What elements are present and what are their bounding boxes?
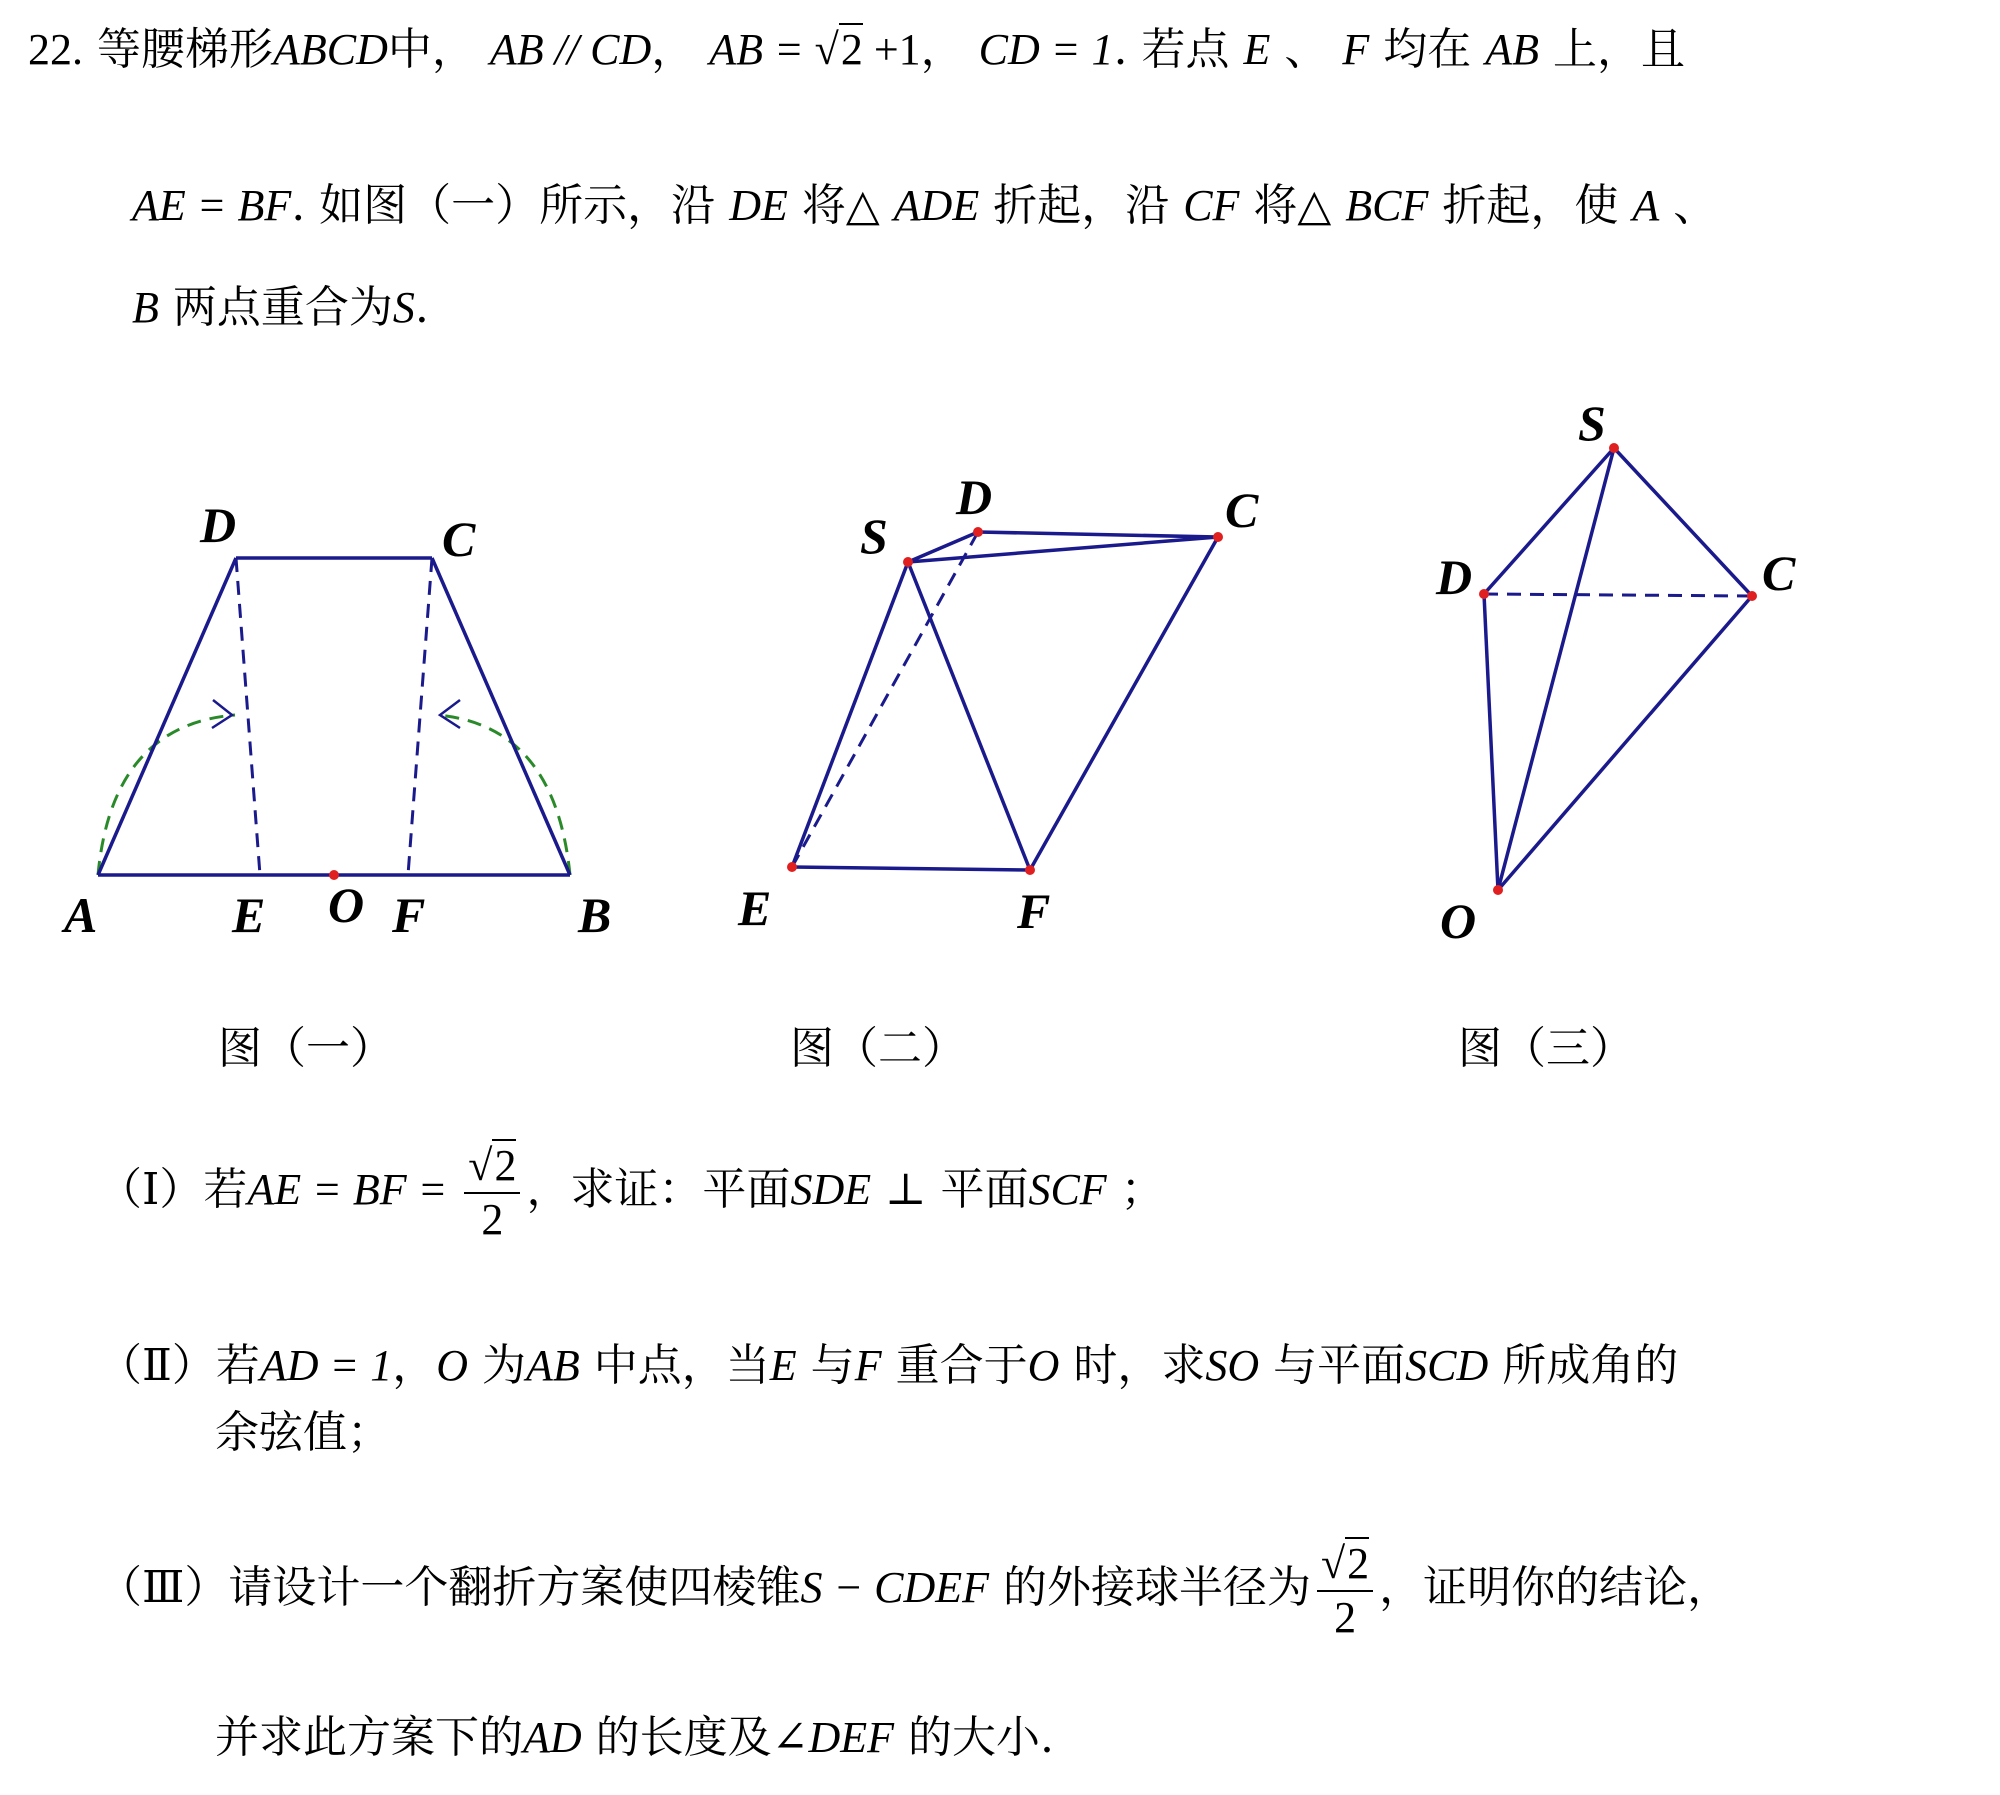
part-2-line-2: 余弦值； <box>215 1407 391 1458</box>
fold-line-de <box>236 558 260 875</box>
point-c-2 <box>1213 532 1223 542</box>
point-d-2 <box>973 527 983 537</box>
fold-arc-right <box>437 715 570 875</box>
point-e-2 <box>787 862 797 872</box>
part-3-line-2: 并求此方案下的AD 的长度及∠DEF 的大小. <box>215 1712 1055 1763</box>
label-e-2: E <box>738 880 772 936</box>
point-o-3 <box>1493 885 1503 895</box>
label-s-2: S <box>860 508 888 564</box>
edge-sf <box>908 562 1030 870</box>
label-f-2: F <box>1017 883 1051 939</box>
part-1: （Ⅰ）若AE = BF = $\frac{√2}{2}$ ，求证：平面SDE ⊥ 平面SCF ； <box>98 1140 1165 1244</box>
edge-do-3 <box>1484 594 1498 890</box>
label-a: A <box>64 887 98 943</box>
label-f: F <box>392 887 426 943</box>
label-d-2: D <box>956 469 993 525</box>
edge-sc-3 <box>1614 448 1752 596</box>
point-s-2 <box>903 557 913 567</box>
edge-se <box>792 562 908 867</box>
caption-figure-1: 图（一） <box>218 1023 394 1074</box>
problem-line-1: 22. 等腰梯形ABCD中， AB // CD， AB = √2 +1， CD = 1. 若点 E 、 F 均在 AB 上，且 <box>28 24 1686 75</box>
figure-3 <box>1435 395 1796 949</box>
point-d-3 <box>1479 589 1489 599</box>
label-e: E <box>232 887 266 943</box>
point-f-2 <box>1025 865 1035 875</box>
problem-line-3: B 两点重合为S. <box>132 282 429 333</box>
point-c-3 <box>1747 591 1757 601</box>
fraction-sqrt2-over-2-b: $\frac{√2}{2}$ <box>1317 1538 1373 1644</box>
caption-figure-2: 图（二） <box>790 1023 966 1074</box>
figure-1 <box>61 497 611 943</box>
problem-line-2: AE = BF. 如图（一）所示，沿 DE 将△ ADE 折起，沿 CF 将△ BCF 折起，使 A 、 <box>132 180 1718 231</box>
caption-figure-3: 图（三） <box>1458 1023 1634 1074</box>
edge-dc-2 <box>978 532 1218 537</box>
part-3-line-1: （Ⅲ）请设计一个翻折方案使四棱锥S − CDEF 的外接球半径为 $\frac{√2}{2}$ ，证明你的结论， <box>98 1538 1732 1642</box>
label-c-3: C <box>1762 545 1796 601</box>
fold-line-cf <box>408 558 432 875</box>
fold-arc-left <box>98 715 235 875</box>
edge-dc-3-hidden <box>1484 594 1752 596</box>
label-o-3: O <box>1440 893 1477 949</box>
label-b: B <box>578 887 612 943</box>
arrow-right <box>440 700 460 728</box>
point-s-3 <box>1609 443 1619 453</box>
label-o: O <box>328 877 365 933</box>
label-d: D <box>200 497 237 553</box>
edge-fc <box>1030 537 1218 870</box>
edge-ed-hidden <box>792 532 978 867</box>
label-d-3: D <box>1436 549 1473 605</box>
problem-number: 22. <box>28 25 83 74</box>
figure-2 <box>737 469 1259 939</box>
edge-ef <box>792 867 1030 870</box>
part-2-line-1: （Ⅱ）若AD = 1，O 为AB 中点，当E 与F 重合于O 时，求SO 与平面SCD 所成角的 <box>98 1340 1679 1391</box>
label-c: C <box>442 511 476 567</box>
label-c-2: C <box>1225 482 1259 538</box>
arrow-left <box>212 700 232 728</box>
label-s-3: S <box>1578 395 1606 451</box>
fraction-sqrt2-over-2: $\frac{√2}{2}$ <box>464 1140 520 1246</box>
